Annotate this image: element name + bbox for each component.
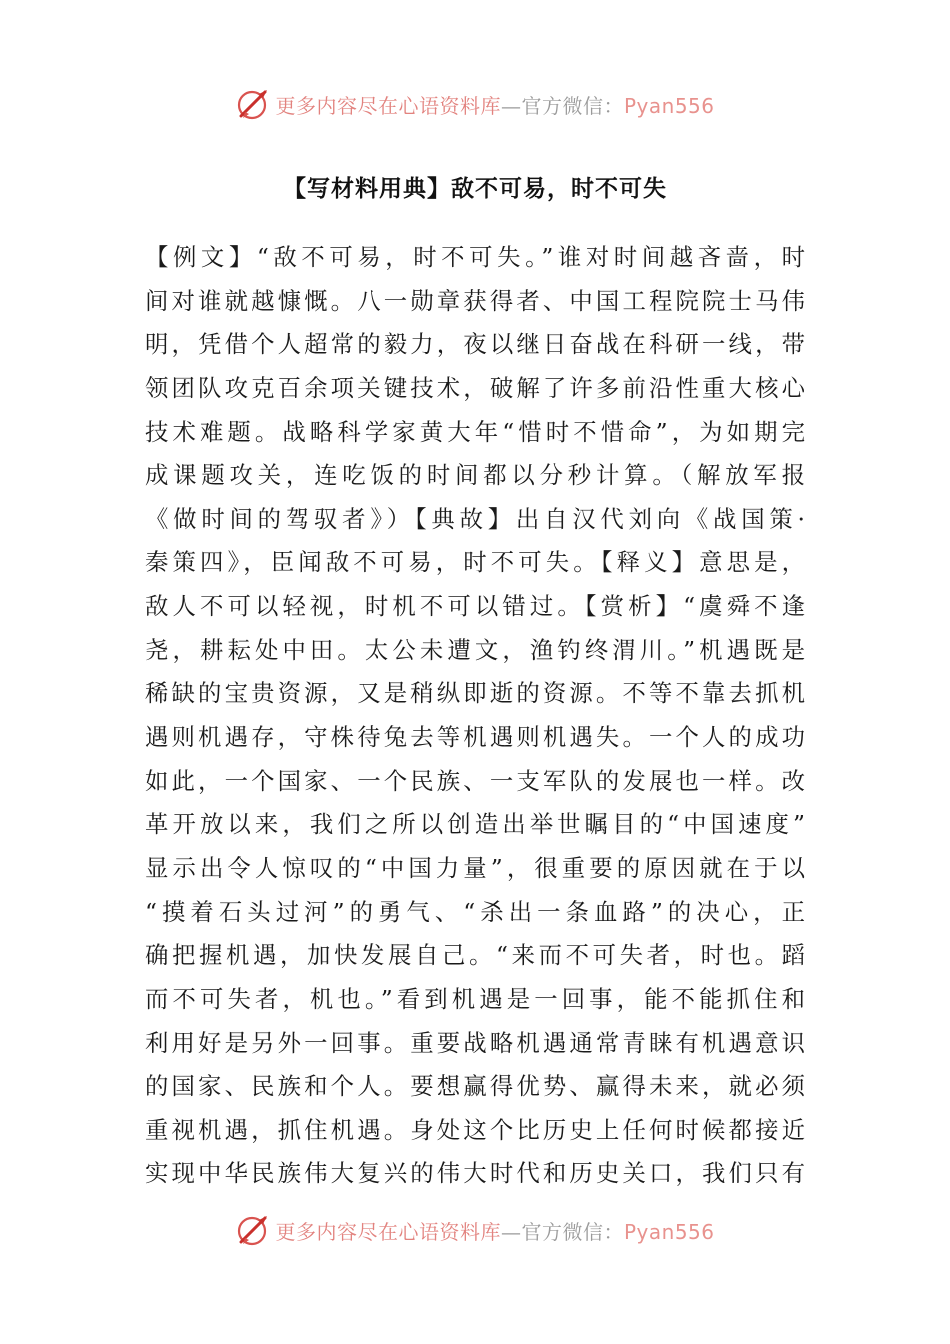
banner-text [275,90,714,119]
body-line: 【例文】“敌不可易，时不可失。”谁对时间越吝啬，时 [145,243,805,271]
body-line: 技术难题。战略科学家黄大年“惜时不惜命”，为如期完 [145,417,805,446]
body-line: 明，凭借个人超常的毅力，夜以继日奋战在科研一线，带 [145,330,805,359]
body-line: 如此，一个国家、一个民族、一支军队的发展也一样。改 [145,766,805,795]
body-line: 而不可失者，机也。”看到机遇是一回事，能不能抓住和 [145,984,805,1013]
page-title: 【写材料用典】敌不可易，时不可失 [283,176,667,202]
body-line: 利用好是另外一回事。重要战略机遇通常青睐有机遇意识 [145,1028,805,1057]
body-line: 的国家、民族和个人。要想赢得优势、赢得未来，就必须 [145,1072,805,1101]
pen-logo-icon [235,1212,271,1248]
body-line: 《做时间的驾驭者》）【典故】出自汉代刘向《战国策· [145,504,805,533]
body-line: “摸着石头过河”的勇气、“杀出一条血路”的决心，正 [145,897,805,926]
body-line: 敌人不可以轻视，时机不可以错过。【赏析】“虞舜不逢 [145,592,805,621]
body-line: 革开放以来，我们之所以创造出举世瞩目的“中国速度” [145,810,805,839]
body-line: 秦策四》，臣闻敌不可易，时不可失。【释义】意思是， [145,548,805,577]
pen-logo-icon [235,86,271,122]
banner-site-name: 更多内容尽在心语资料库 [275,93,501,118]
body-line: 间对谁就越慷慨。八一勋章获得者、中国工程院院士马伟 [145,286,805,315]
body-line: 成课题攻关，连吃饭的时间都以分秒计算。（解放军报 [145,461,805,490]
body-line: 显示出令人惊叹的“中国力量”，很重要的原因就在于以 [145,853,805,882]
banner-wechat-label: —官方微信： [500,1219,624,1244]
body-line: 遇则机遇存，守株待兔去等机遇则机遇失。一个人的成功 [145,723,805,752]
banner-wechat-id: Pyan556 [623,93,715,118]
body-line: 重视机遇，抓住机遇。身处这个比历史上任何时候都接近 [145,1115,805,1144]
body-line: 确把握机遇，加快发展自己。“来而不可失者，时也。蹈 [145,941,805,970]
body-line: 稀缺的宝贵资源，又是稍纵即逝的资源。不等不靠去抓机 [145,679,805,708]
banner-text [275,1216,714,1245]
header-banner [0,84,950,124]
footer-banner [0,1210,950,1250]
article-body [145,236,805,1196]
banner-site-name: 更多内容尽在心语资料库 [275,1219,501,1244]
banner-wechat-label: —官方微信： [500,93,624,118]
banner-wechat-id: Pyan556 [623,1219,715,1244]
body-line: 尧，耕耘处中田。太公未遭文，渔钓终渭川。”机遇既是 [145,635,805,664]
body-line: 实现中华民族伟大复兴的伟大时代和历史关口，我们只有 [145,1159,805,1188]
body-line: 领团队攻克百余项关键技术，破解了许多前沿性重大核心 [145,373,805,402]
